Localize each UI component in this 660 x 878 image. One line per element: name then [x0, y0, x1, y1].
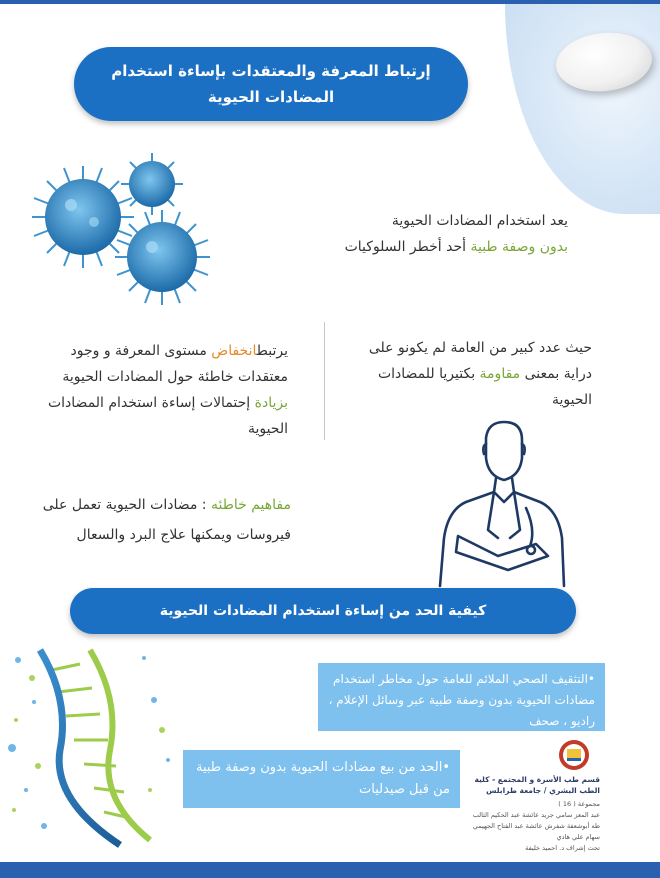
credits-name-line: طه أبوشعفة شفرش عائشة عبد الفتاح الجهيمي	[472, 822, 600, 830]
intro-highlight: بدون وصفة طبية	[470, 239, 568, 255]
doctor-icon	[436, 418, 566, 588]
info-box-pharmacy: •الحد من بيع مضادات الحيوية بدون وصفة طبية من قبل صيدليات	[183, 750, 460, 808]
knowledge-rest: مستوى المعرفة و وجود معتقدات خاطئة حول المضادات الحيوية	[62, 343, 288, 385]
misconception-body: : مضادات الحيوية تعمل على فيروسات ويمكنها علاج البرد والسعال	[42, 497, 291, 543]
intro-line2	[248, 234, 568, 260]
knowledge-text	[26, 338, 288, 442]
knowledge-increase: بزيادة	[254, 395, 288, 411]
credits-group: مجموعة ( 16 )	[558, 800, 600, 808]
pill-photo-background	[505, 4, 660, 214]
credits-name-line: عبد المعز سامي جريد عائشة عبد الحكيم الثالب	[472, 811, 600, 819]
credits-list	[466, 799, 600, 854]
column-divider	[324, 322, 325, 440]
misconception-label: مفاهيم خاطئه	[210, 497, 291, 513]
intro-line1: يعد استخدام المضادات الحيوية	[391, 213, 568, 229]
knowledge-end: إحتمالات إساءة استخدام المضادات الحيوية	[47, 395, 288, 437]
misconception-text	[26, 490, 291, 550]
credits-name-line: سهام علي هادي	[556, 833, 600, 841]
awareness-text	[368, 335, 592, 413]
info-box-education: •التثقيف الصحي الملائم للعامة حول مخاطر استخدام مضادات الحيوية بدون وصفة طبية عبر وسائل الإعلام ، راديو ، صحف	[318, 663, 605, 731]
awareness-rest: بكتيريا للمضادات الحيوية	[377, 366, 592, 408]
virus-icon	[110, 205, 215, 310]
intro-text	[248, 208, 568, 260]
intro-line2-rest: أحد أخطر السلوكيات	[344, 239, 467, 255]
decorative-dots	[4, 640, 184, 855]
knowledge-start: يرتبط	[256, 343, 288, 359]
university-logo	[558, 739, 590, 771]
awareness-highlight: مقاومة	[479, 366, 521, 382]
credits-department: قسم طب الأسرة و المجتمع - كلية الطب البشري / جامعة طرابلس	[474, 775, 600, 795]
page-title: إرتباط المعرفة والمعتقدات بإساءة استخدام المضادات الحيوية	[74, 47, 468, 121]
section-title: كيفية الحد من إساءة استخدام المضادات الحيوية	[70, 588, 576, 634]
bottom-band	[0, 862, 660, 878]
credits-supervisor: تحت إشراف د. احميد خليفة	[525, 844, 600, 852]
awareness-start: حيث عدد كبير من العامة لم يكونو على دراية بمعنى	[368, 340, 592, 382]
knowledge-highlight: انخفاض	[211, 343, 257, 359]
